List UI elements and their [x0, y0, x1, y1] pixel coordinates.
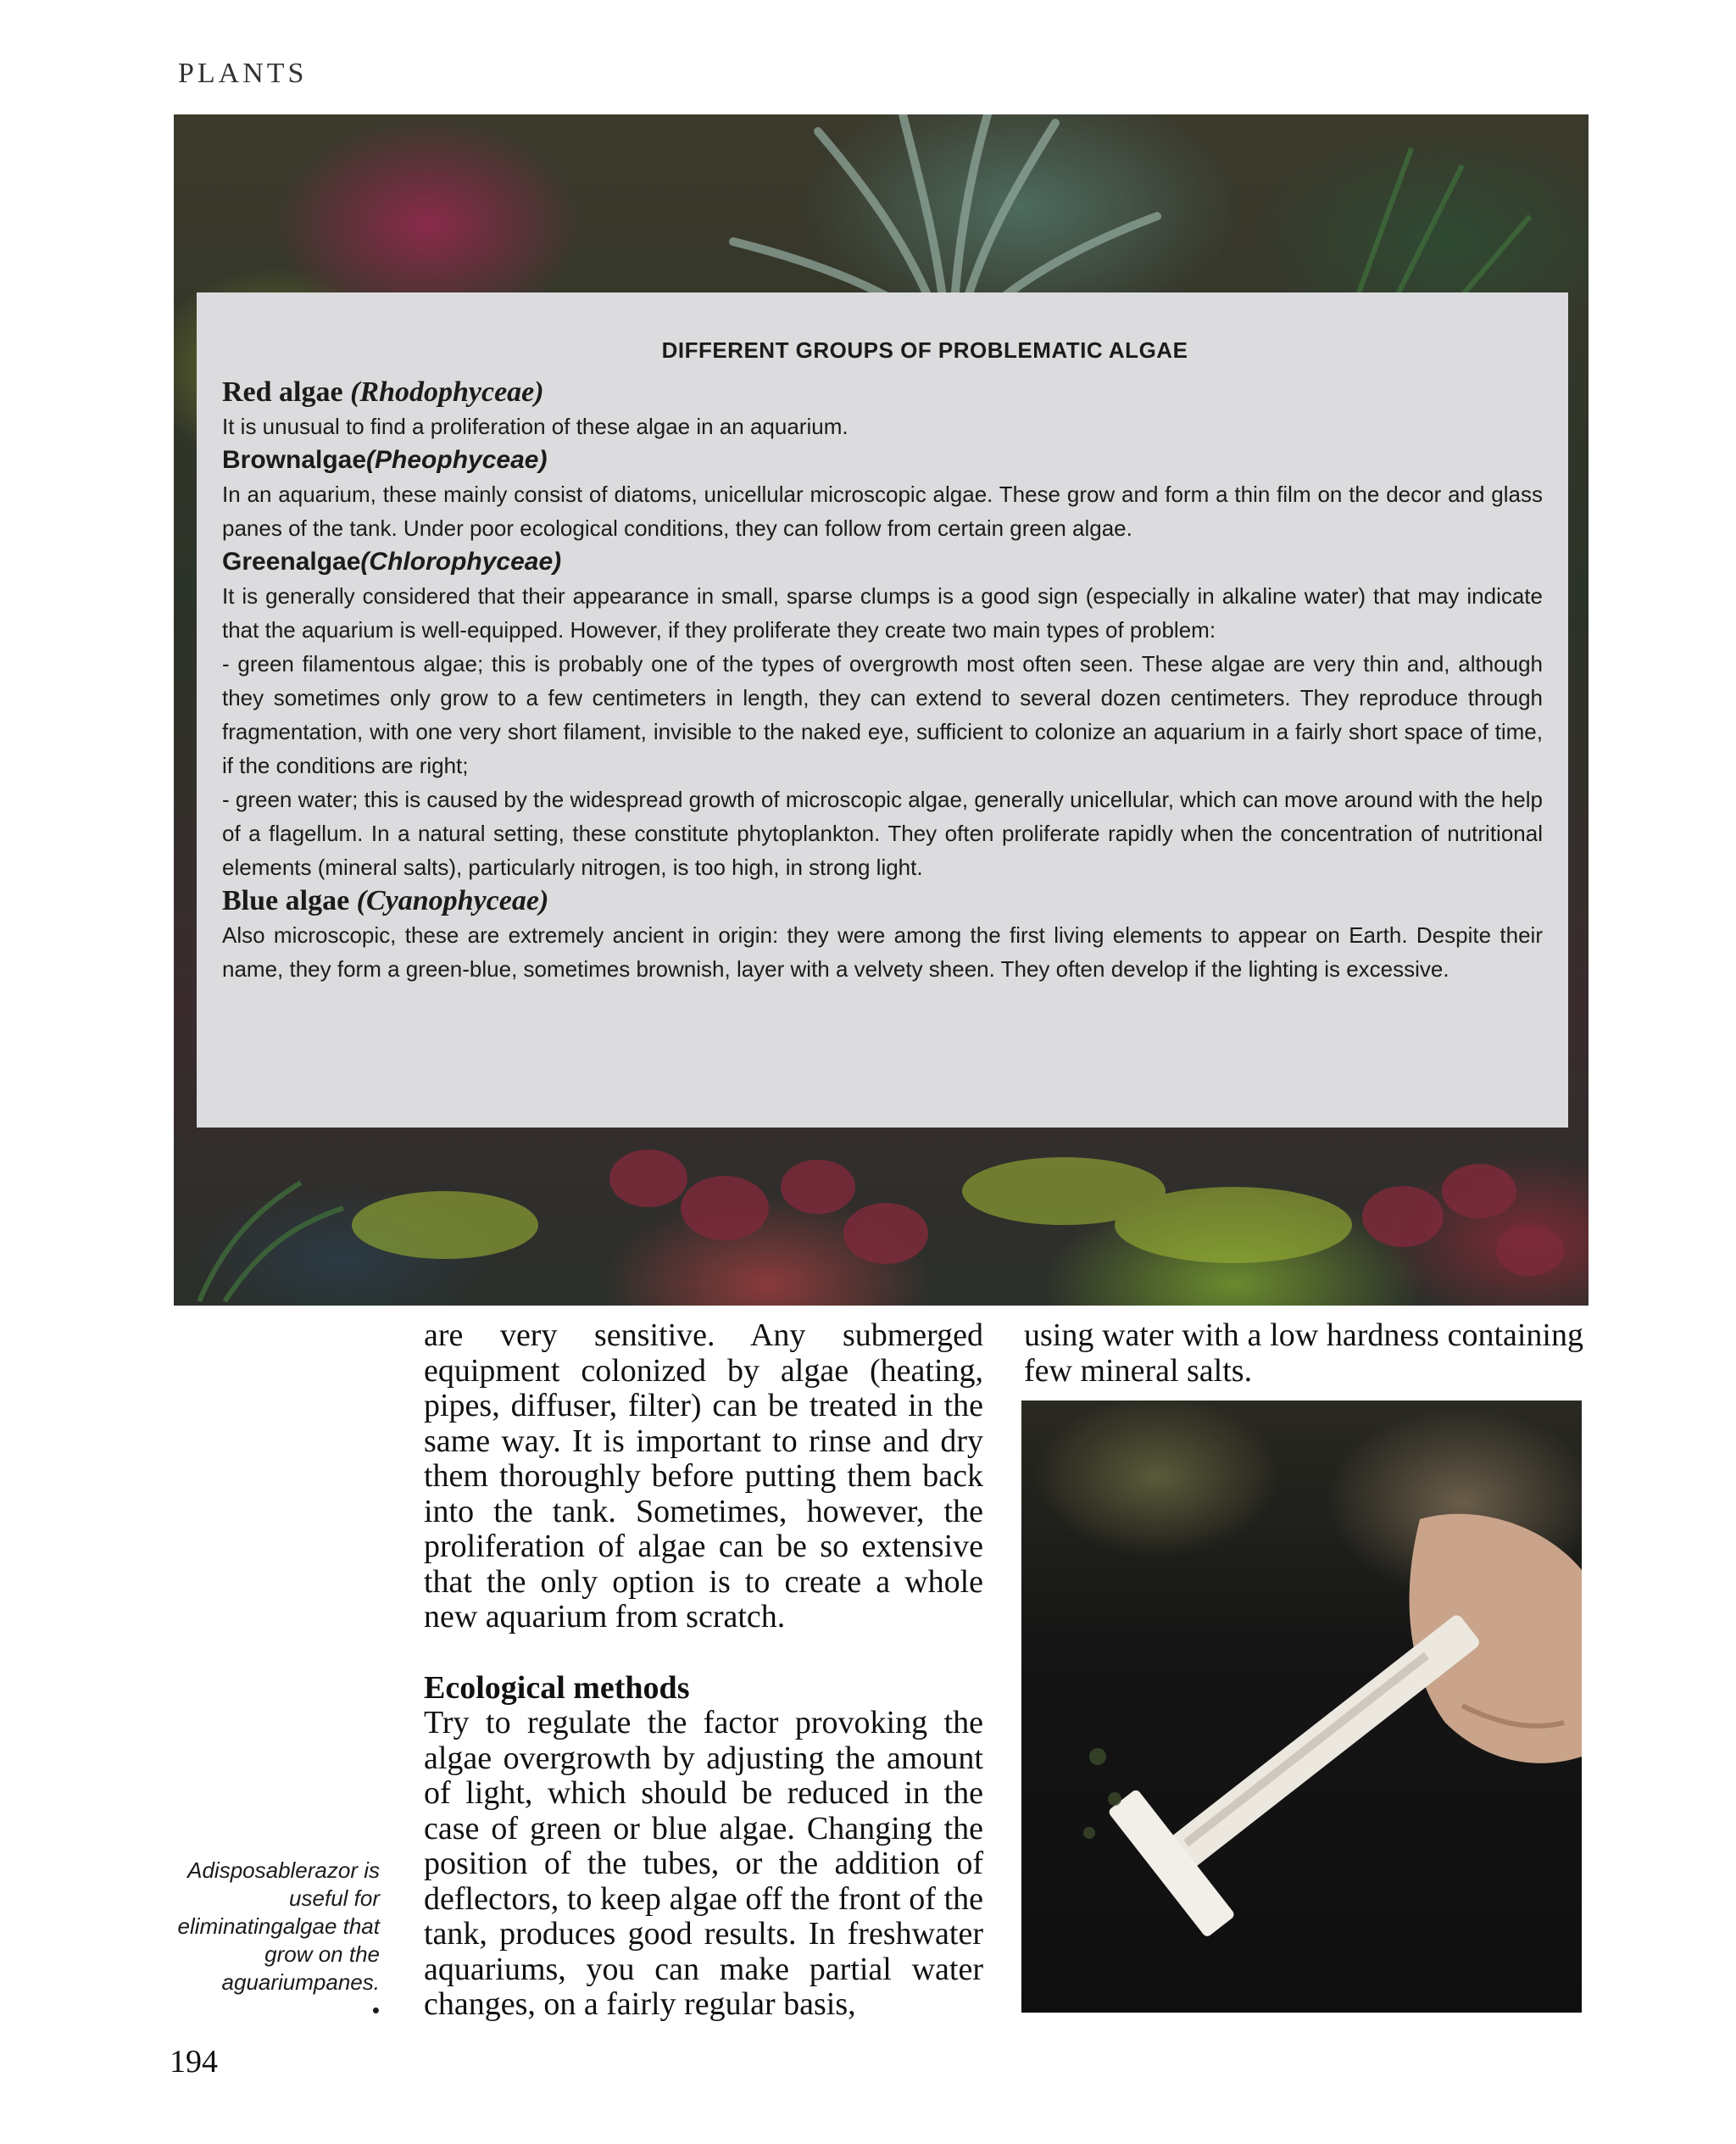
- red-algae-text: It is unusual to find a proliferation of these algae in an aquarium.: [222, 414, 849, 439]
- aquarium-photo: [174, 114, 1589, 1306]
- main-paragraph: are very sensitive. Any submerged equipment colonized by algae (heating, pipes, diffuser, filter) can be treated in the same way. It is important to rinse and dry them thoroughly before putting them back into the tank. Sometimes, however, the proliferation of algae can be so extensive that the only option is to create a whole new aquarium from scratch.: [424, 1317, 983, 1634]
- brown-algae-name: Brownalgae: [222, 446, 367, 474]
- red-algae-latin: (Rhodophyceae): [350, 376, 544, 408]
- caption-bullet: •: [371, 1997, 380, 2023]
- running-head: PLANTS: [178, 58, 308, 89]
- green-algae-name: Greenalgae: [222, 548, 361, 576]
- green-algae-heading: [222, 545, 1543, 579]
- razor-hand-illustration: [1021, 1401, 1582, 2013]
- blue-algae-name: Blue algae: [222, 885, 350, 916]
- ecological-methods-heading: Ecological methods: [424, 1669, 690, 1706]
- green-filamentous-text: - green filamentous algae; this is probably one of the types of overgrowth most often seen. These algae are very thin and, although they sometimes only grow to a few centimeters in length, they can extend to several dozen centimeters. They reproduce through fragmentation, with one very short filament, invisible to the naked eye, sufficient to colonize an aquarium in a fairly short space of time, if the conditions are right;: [222, 651, 1543, 778]
- box-title: DIFFERENT GROUPS OF PROBLEMATIC ALGAE: [661, 337, 1188, 363]
- razor-cleaning-photo: [1021, 1401, 1582, 2013]
- green-water-text: - green water; this is caused by the widespread growth of microscopic algae, generally unicellular, which can move around with the help of a flagellum. In a natural setting, these constitute phytoplankton. They often proliferate rapidly when the concentration of nutritional elements (mineral salts), particularly nitrogen, is too high, in strong light.: [222, 787, 1543, 880]
- red-algae-name: Red algae: [222, 376, 343, 408]
- blue-algae-heading: [222, 884, 1543, 918]
- green-algae-text: It is generally considered that their appearance in small, sparse clumps is a good sign (especially in alkaline water) that may indicate that the aquarium is well-equipped. However, if they proliferate they create two main types of problem:: [222, 583, 1543, 643]
- brown-algae-heading: [222, 443, 1543, 477]
- ecological-methods-paragraph: Try to regulate the factor provoking the algae overgrowth by adjusting the amount of light, which should be reduced in the case of green or blue algae. Changing the position of the tubes, or the addition of deflectors, to keep algae off the front of the tank, produces good results. In freshwater aquariums, you can make partial water changes, on a fairly regular basis,: [424, 1705, 983, 2022]
- red-algae-heading: [222, 376, 1543, 409]
- green-algae-latin: (Chlorophyceae): [360, 548, 562, 576]
- right-text-column: using water with a low hardness containing few mineral salts.: [1024, 1317, 1583, 1389]
- brown-algae-text: In an aquarium, these mainly consist of diatoms, unicellular microscopic algae. These grow and form a thin film on the decor and glass panes of the tank. Under poor ecological conditions, they can follow from certain green algae.: [222, 482, 1543, 541]
- blue-algae-latin: (Cyanophyceae): [356, 885, 549, 916]
- page-number: 194: [170, 2044, 218, 2080]
- algae-groups-sidebar-box: [197, 292, 1568, 1128]
- blue-algae-text: Also microscopic, these are extremely ancient in origin: they were among the first living elements to appear on Earth. Despite their name, they form a green-blue, sometimes brownish, layer with a velvety sheen. They often develop if the lighting is excessive.: [222, 922, 1543, 982]
- photo-caption: [161, 1857, 380, 2024]
- caption-text: Adisposablerazor is useful for eliminatingalgae that grow on the aguariumpanes.: [177, 1857, 380, 1995]
- brown-algae-latin: (Pheophyceae): [366, 446, 548, 474]
- main-text-column: [424, 1318, 983, 2023]
